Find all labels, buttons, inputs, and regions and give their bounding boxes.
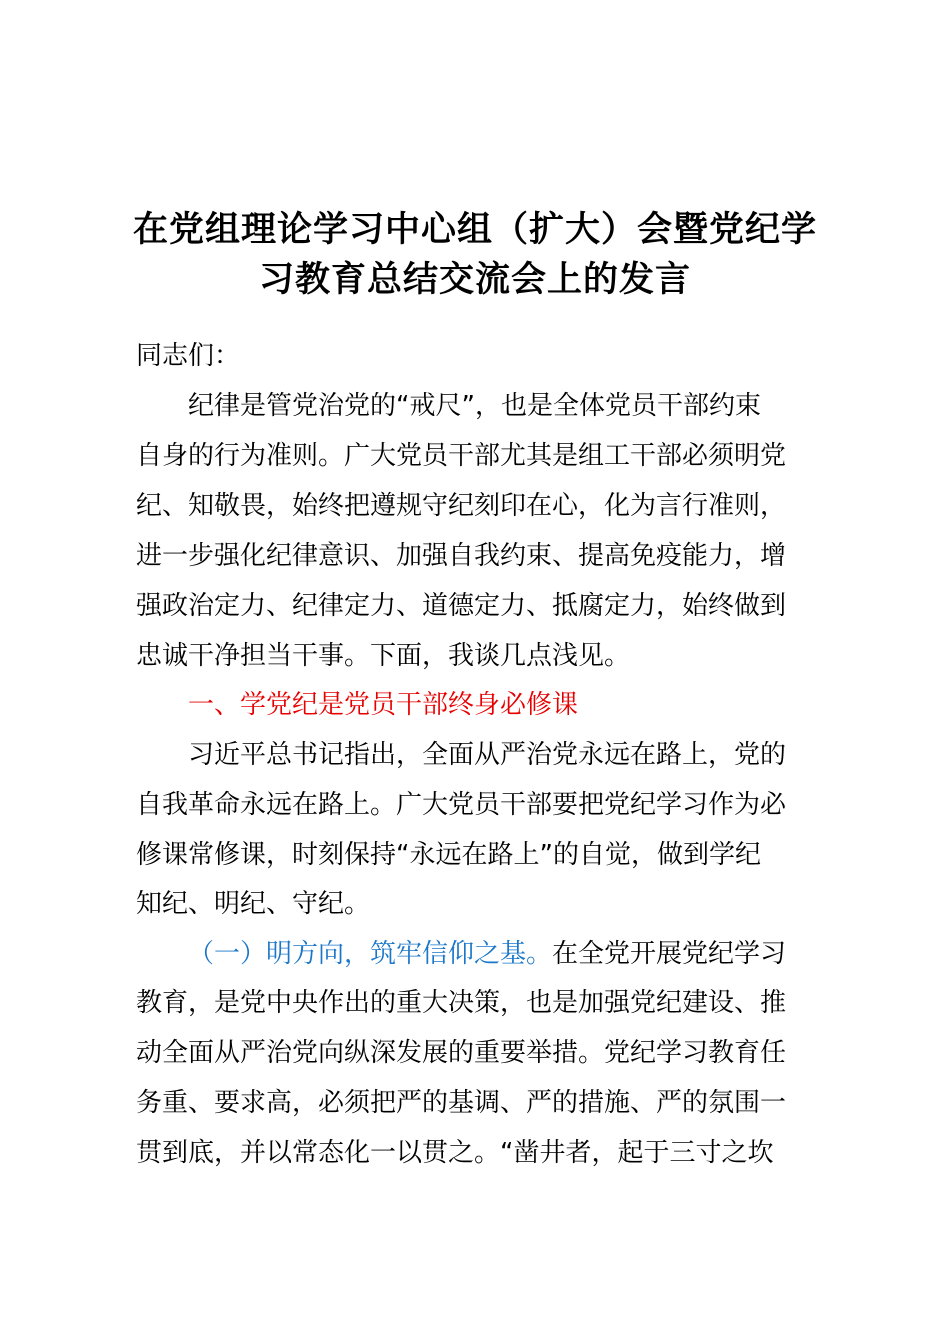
salutation: 同志们： [136, 341, 241, 371]
section-paragraph-line: 习近平总书记指出，全面从严治党永远在路上，党的 [188, 740, 787, 770]
section-paragraph-line: 自我革命永远在路上。广大党员干部要把党纪学习作为必 [136, 790, 787, 820]
document-title-line-1: 在党组理论学习中心组（扩大）会暨党纪学 [132, 210, 817, 250]
intro-line: 进一步强化纪律意识、加强自我约束、提高免疫能力，增 [136, 541, 787, 571]
subsection-paragraph-line: 贯到底，并以常态化一以贯之。“凿井者，起于三寸之坎 [136, 1138, 774, 1168]
intro-line: 忠诚干净担当干事。下面，我谈几点浅见。 [136, 641, 631, 671]
subsection-heading: （一）明方向，筑牢信仰之基。 [188, 939, 553, 969]
subsection-paragraph-line: 务重、要求高，必须把严的基调、严的措施、严的氛围一 [136, 1088, 787, 1118]
intro-line: 纪、知敬畏，始终把遵规守纪刻印在心，化为言行准则， [136, 491, 787, 521]
subsection-paragraph-line: 教育，是党中央作出的重大决策，也是加强党纪建设、推 [136, 988, 787, 1018]
intro-line: 强政治定力、纪律定力、道德定力、抵腐定力，始终做到 [136, 591, 787, 621]
intro-line: 纪律是管党治党的“戒尺”，也是全体党员干部约束 [188, 391, 761, 421]
subsection-paragraph-line: 动全面从严治党向纵深发展的重要举措。党纪学习教育任 [136, 1038, 787, 1068]
subsection-lead-text: 在全党开展党纪学习 [552, 939, 787, 969]
intro-line: 自身的行为准则。广大党员干部尤其是组工干部必须明党 [136, 441, 787, 471]
subsection-first-line [188, 937, 888, 971]
section-paragraph-line: 知纪、明纪、守纪。 [136, 889, 371, 919]
section-heading: 一、学党纪是党员干部终身必修课 [188, 690, 579, 720]
document-title-line-2: 习教育总结交流会上的发言 [258, 260, 691, 300]
section-paragraph-line: 修课常修课，时刻保持“永远在路上”的自觉，做到学纪 [136, 840, 761, 870]
